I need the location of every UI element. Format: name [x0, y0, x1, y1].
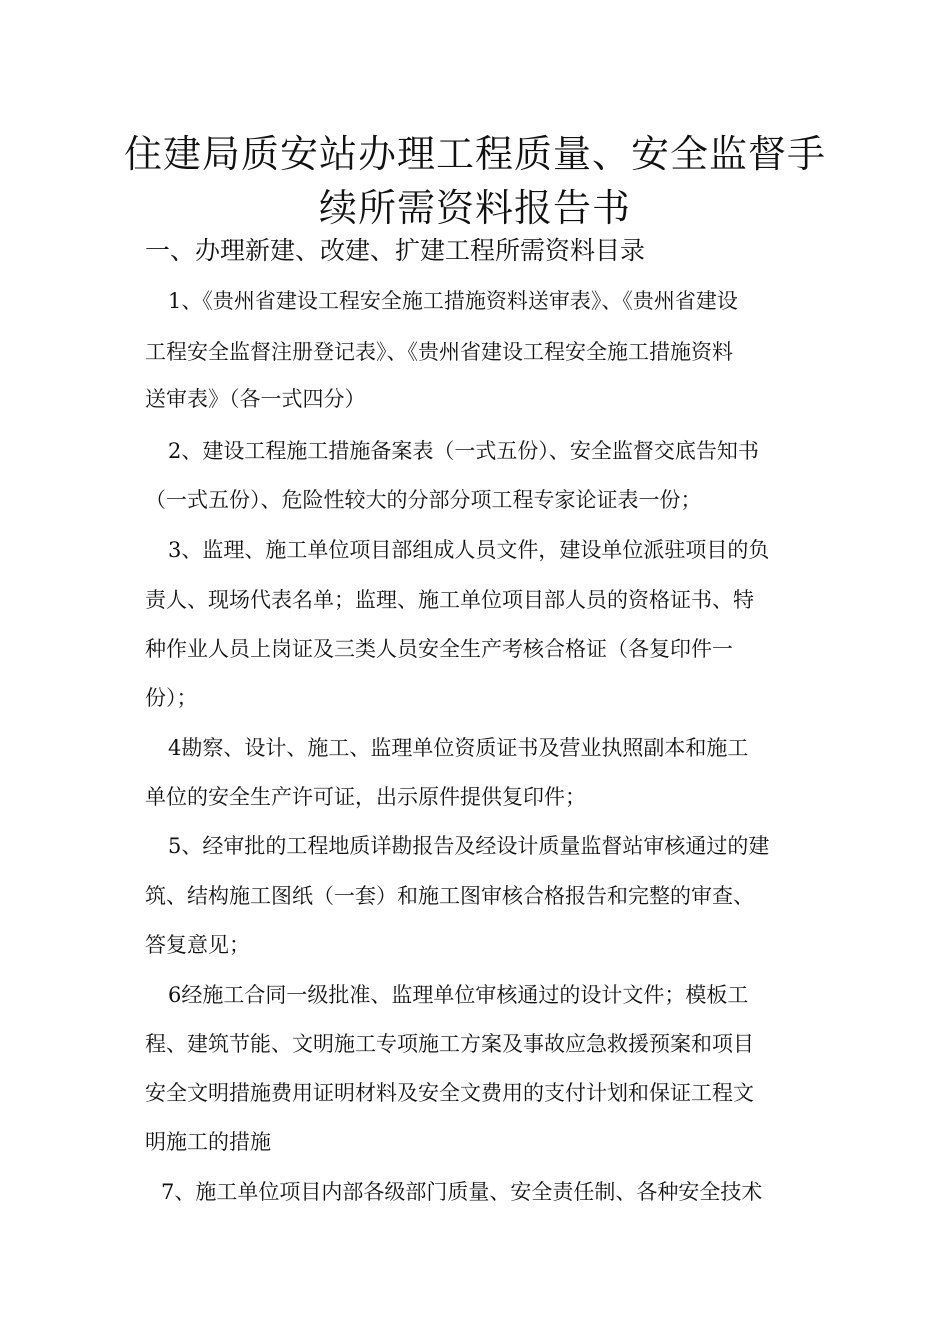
- body-line-item-5-b: 筑、结构施工图纸（一套）和施工图审核合格报告和完整的审查、: [145, 884, 754, 908]
- body-line-item-3-a: 3、监理、施工单位项目部组成人员文件，建设单位派驻项目的负: [168, 538, 770, 562]
- body-line-item-3-c: 种作业人员上岗证及三类人员安全生产考核合格证（各复印件一: [145, 637, 733, 661]
- body-line-item-7-a: 7、施工单位项目内部各级部门质量、安全责任制、各种安全技术: [161, 1180, 763, 1204]
- section-heading: 一、办理新建、改建、扩建工程所需资料目录: [145, 236, 646, 265]
- body-line-item-6-a: 6经施工合同一级批准、监理单位审核通过的设计文件；模板工: [168, 983, 749, 1007]
- body-line-item-2-a: 2、建设工程施工措施备案表（一式五份）、安全监督交底告知书: [168, 439, 759, 463]
- body-line-item-1-b: 工程安全监督注册登记表》、《贵州省建设工程安全施工措施资料: [145, 340, 733, 364]
- body-line-item-3-b: 责人、现场代表名单；监理、施工单位项目部人员的资格证书、特: [145, 588, 754, 612]
- body-line-item-6-c: 安全文明措施费用证明材料及安全文费用的支付计划和保证工程文: [145, 1081, 754, 1105]
- body-line-item-3-d: 份）；: [145, 686, 198, 710]
- body-line-item-5-c: 答复意见；: [145, 933, 250, 957]
- body-line-item-1-c: 送审表》（各一式四分）: [145, 387, 366, 411]
- document-title-line-1: 住建局质安站办理工程质量、安全监督手: [123, 132, 826, 176]
- body-line-item-6-b: 程、建筑节能、文明施工专项施工方案及事故应急救援预案和项目: [145, 1032, 754, 1056]
- document-title-line-2: 续所需资料报告书: [318, 186, 631, 230]
- body-line-item-6-d: 明施工的措施: [145, 1130, 271, 1154]
- body-line-item-2-b: （一式五份）、危险性较大的分部分项工程专家论证表一份；: [145, 488, 702, 512]
- body-line-item-4-b: 单位的安全生产许可证，出示原件提供复印件；: [145, 785, 586, 809]
- body-line-item-1-a: 1、《贵州省建设工程安全施工措施资料送审表》、《贵州省建设: [168, 289, 738, 313]
- body-line-item-5-a: 5、经审批的工程地质详勘报告及经设计质量监督站审核通过的建: [168, 834, 770, 858]
- body-line-item-4-a: 4勘察、设计、施工、监理单位资质证书及营业执照副本和施工: [168, 736, 749, 760]
